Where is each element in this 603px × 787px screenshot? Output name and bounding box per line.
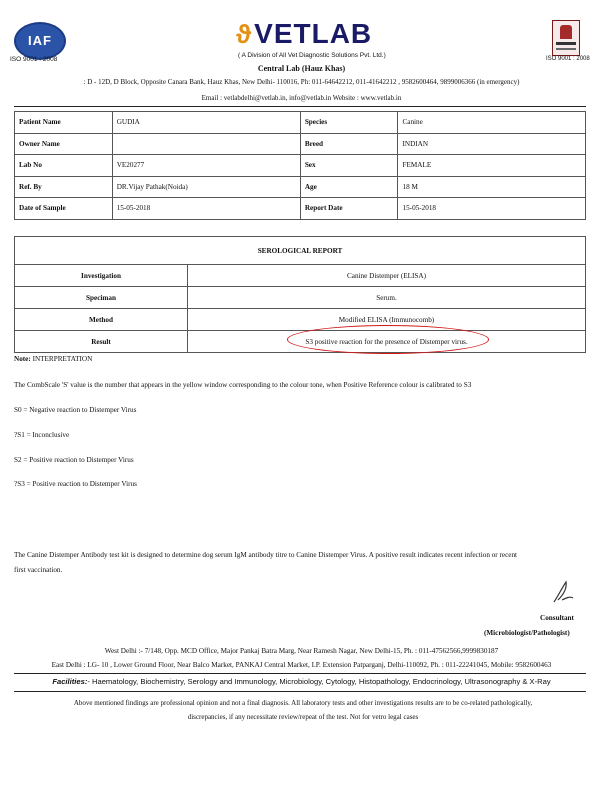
- scale-s1: ?S1 = Inconclusive: [14, 431, 70, 439]
- patient-field-value: 15-05-2018: [112, 198, 300, 220]
- patient-field-value: FEMALE: [398, 155, 586, 177]
- report-field-label: Investigation: [15, 265, 188, 287]
- vetlab-logo: ϑVETLAB: [236, 18, 373, 49]
- patient-info-row: [15, 176, 586, 198]
- iso-certification-left: ISO 9001 : 2008: [10, 56, 58, 63]
- patient-field-value: GUDIA: [112, 112, 300, 134]
- scale-s3: ?S3 = Positive reaction to Distemper Virus: [14, 480, 137, 488]
- patient-field-value: 18 M: [398, 176, 586, 198]
- certification-badge-icon: [552, 20, 580, 56]
- lab-address: : D - 12D, D Block, Opposite Canara Bank, Hauz Khas, New Delhi- 110016, Ph: 011-64642212, 011-41642212 , 9582600464, 9899006366 (in emergency): [83, 78, 520, 86]
- facilities-list: Facilities:- Haematology, Biochemistry, Serology and Immunology, Microbiology, Cytology, Histopathology, Endocrinology, Ultrasonography & X-Ray: [52, 677, 551, 686]
- report-field-value: Canine Distemper (ELISA): [188, 265, 586, 287]
- east-delhi-address: East Delhi : LG- 10 , Lower Ground Floor, Near Balco Market, PANKAJ Central Market, I.P. Extension Patparganj, Delhi-110092, Ph. : 011-22241045, Mobile: 9582600463: [51, 661, 552, 669]
- west-delhi-address: West Delhi :- 7/148, Opp. MCD Office, Major Pankaj Batra Marg, Near Ramesh Nagar, New Delhi-15, Ph. : 011-47562566,9999830187: [104, 647, 499, 655]
- report-row: [15, 309, 586, 331]
- kit-description-line1: The Canine Distemper Antibody test kit is designed to determine dog serum IgM antibody titre to Canine Distemper Virus. A positive result indicates recent infection or recent: [14, 551, 518, 559]
- patient-field-value: Canine: [398, 112, 586, 134]
- report-field-label: Method: [15, 309, 188, 331]
- patient-field-label: Report Date: [300, 198, 398, 220]
- brand-tagline: ( A Division of All Vet Diagnostic Solutions Pvt. Ltd.): [238, 52, 386, 59]
- iso-certification-right: ISO 9001 : 2008: [546, 56, 590, 62]
- central-lab-title: Central Lab (Hauz Khas): [257, 64, 346, 73]
- patient-field-label: Breed: [300, 133, 398, 155]
- vetlab-mark-icon: ϑ: [236, 19, 253, 49]
- patient-info-table: [14, 111, 586, 220]
- note-heading: Note: INTERPRETATION: [14, 355, 93, 363]
- patient-field-value: VE20277: [112, 155, 300, 177]
- kit-description-line2: first vaccination.: [14, 566, 63, 574]
- patient-field-label: Lab No: [15, 155, 113, 177]
- patient-field-label: Ref. By: [15, 176, 113, 198]
- report-field-value: Modified ELISA (Immunocomb): [188, 309, 586, 331]
- patient-field-value: [112, 133, 300, 155]
- report-row: [15, 287, 586, 309]
- patient-field-label: Owner Name: [15, 133, 113, 155]
- result-highlight-circle: [287, 325, 489, 354]
- patient-info-row: [15, 112, 586, 134]
- scale-s0: S0 = Negative reaction to Distemper Virus: [14, 406, 137, 414]
- lab-contact-email: Email : vetlabdelhi@vetlab.in, info@vetlab.in Website : www.vetlab.in: [201, 94, 402, 102]
- patient-field-label: Sex: [300, 155, 398, 177]
- signature-scribble-icon: [548, 578, 578, 606]
- patient-info-row: [15, 155, 586, 177]
- header-divider: [14, 106, 586, 107]
- footer-divider: [14, 673, 586, 674]
- facilities-divider: [14, 691, 586, 692]
- report-row: [15, 265, 586, 287]
- patient-info-row: [15, 133, 586, 155]
- report-title: SEROLOGICAL REPORT: [15, 237, 586, 265]
- iaf-logo: IAF: [14, 22, 66, 60]
- patient-field-label: Species: [300, 112, 398, 134]
- report-field-value: Serum.: [188, 287, 586, 309]
- patient-field-value: DR.Vijay Pathak(Noida): [112, 176, 300, 198]
- signatory-role: (Microbiologist/Pathologist): [484, 629, 570, 637]
- scale-s2: S2 = Positive reaction to Distemper Virus: [14, 456, 134, 464]
- report-field-label: Speciman: [15, 287, 188, 309]
- combscale-explanation: The CombScale 'S' value is the number that appears in the yellow window corresponding to the colour tone, when Positive Reference colour is calibrated to S3: [14, 381, 472, 389]
- patient-field-label: Patient Name: [15, 112, 113, 134]
- patient-info-row: [15, 198, 586, 220]
- patient-field-label: Date of Sample: [15, 198, 113, 220]
- patient-field-value: INDIAN: [398, 133, 586, 155]
- report-field-value: S3 positive reaction for the presence of Distemper virus.: [188, 331, 586, 353]
- patient-field-label: Age: [300, 176, 398, 198]
- signatory-title: Consultant: [540, 614, 574, 622]
- patient-field-value: 15-05-2018: [398, 198, 586, 220]
- disclaimer: Above mentioned findings are professional opinion and not a final diagnosis. All laboratory tests and other investigations results are to be co-related pathologically, discrepancies, if any necessitate review/repeat of the test. Not for vetro legal cases: [73, 699, 533, 721]
- report-field-label: Result: [15, 331, 188, 353]
